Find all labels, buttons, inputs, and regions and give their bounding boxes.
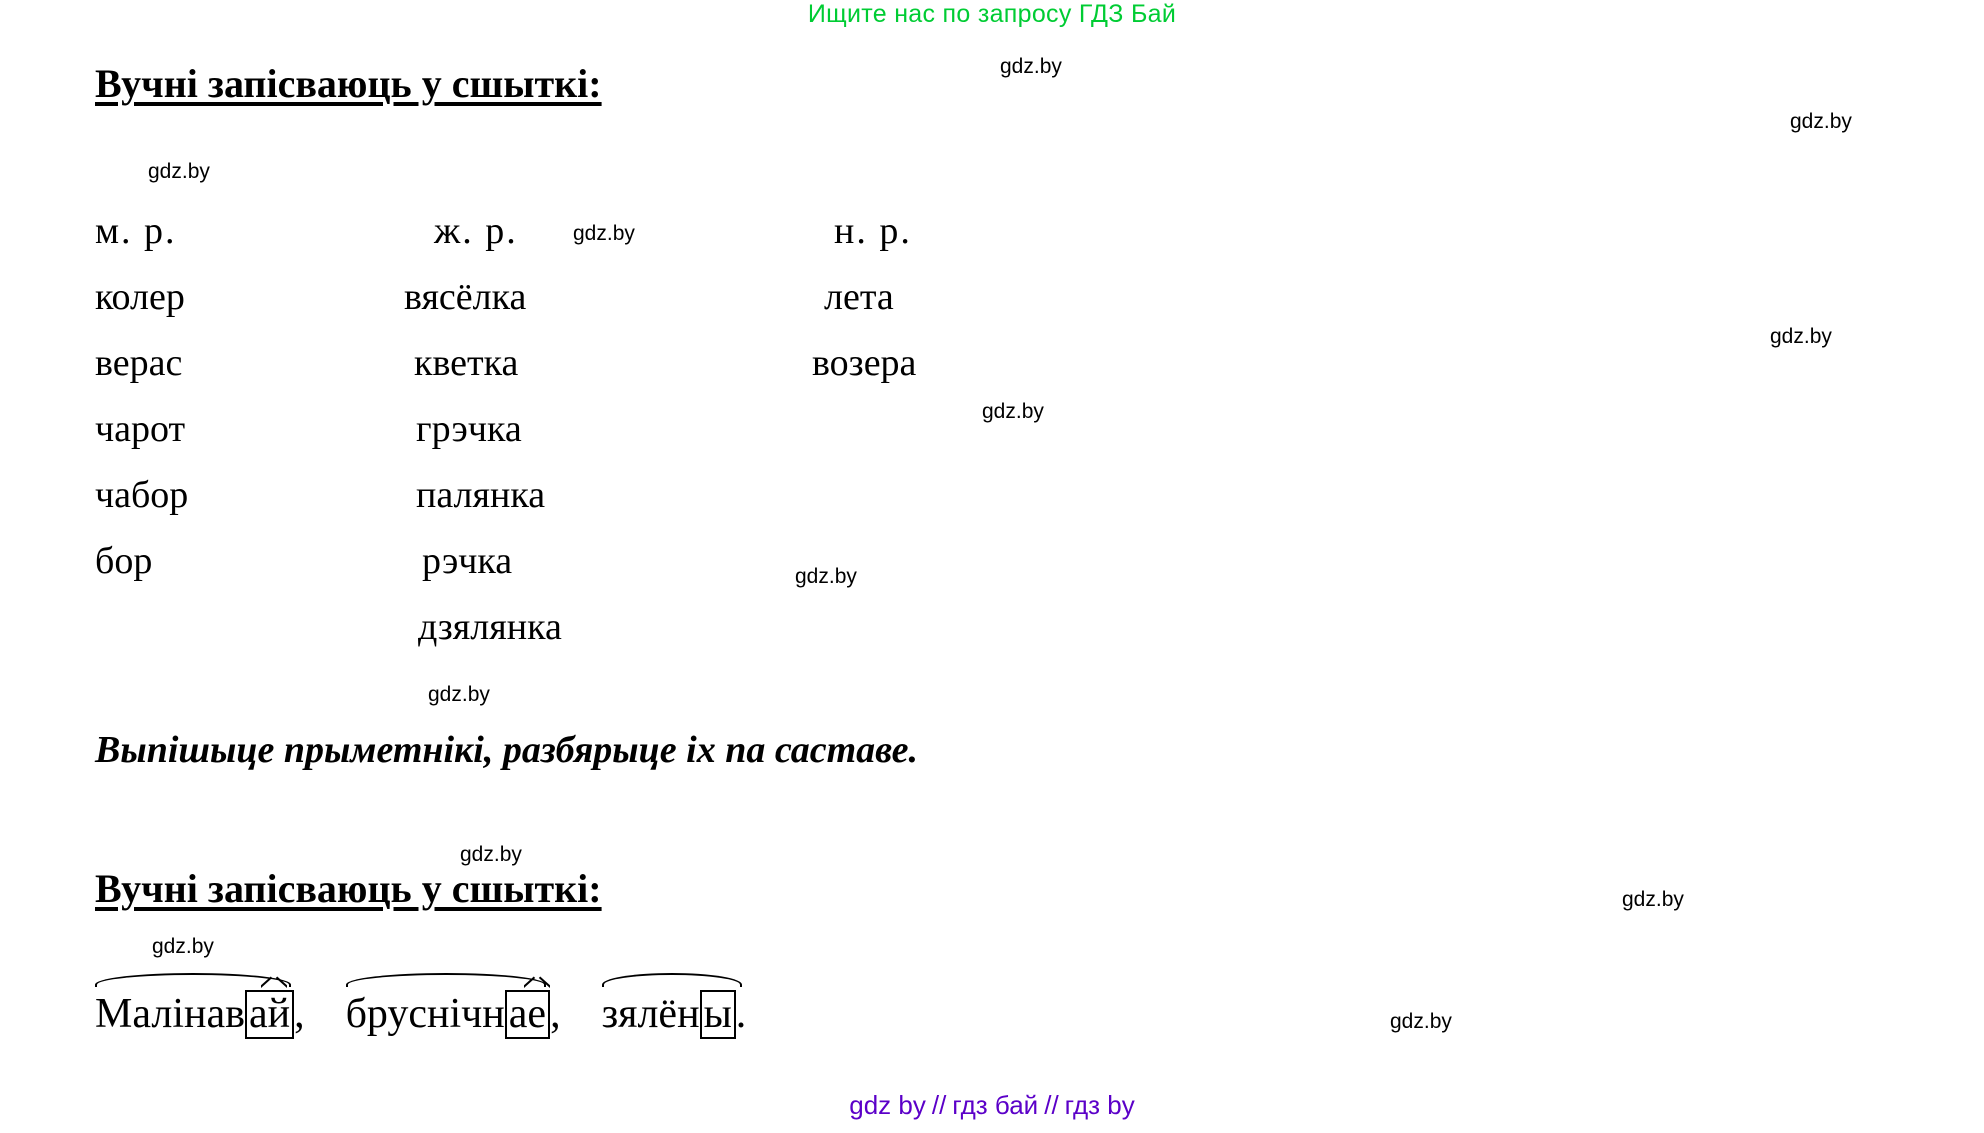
watermark: gdz.by <box>1790 110 1852 133</box>
footer-separator: // <box>931 1090 947 1120</box>
column-header-neuter: н. р. <box>834 210 912 252</box>
word-morph-analysis-3 <box>602 990 736 1039</box>
punctuation: . <box>735 991 747 1037</box>
column-masculine <box>95 198 188 594</box>
watermark: gdz.by <box>460 843 522 866</box>
word-item: дзялянка <box>418 606 562 648</box>
word-item: чабор <box>95 474 189 516</box>
watermark: gdz.by <box>1000 55 1062 78</box>
column-header-feminine: ж. р. <box>434 210 518 252</box>
watermark: gdz.by <box>795 565 857 588</box>
word-root: бруснічн <box>345 991 505 1037</box>
word-ending-box: ае <box>505 990 550 1039</box>
section-one-heading: Вучні запісваюць у сшыткі: <box>95 61 602 106</box>
root-arc-icon <box>346 973 546 987</box>
word-root: зялён <box>601 991 700 1037</box>
word-item: бор <box>95 540 153 582</box>
watermark: gdz.by <box>982 400 1044 423</box>
word-ending-box: ай <box>245 990 294 1039</box>
watermark: gdz.by <box>1622 888 1684 911</box>
watermark: gdz.by <box>1390 1010 1452 1033</box>
footer-link-2[interactable]: гдз бай <box>952 1090 1039 1120</box>
watermark: gdz.by <box>428 683 490 706</box>
word-item: колер <box>95 276 185 318</box>
word-ending-box: ы <box>700 990 736 1039</box>
answer-line <box>95 990 746 1039</box>
suffix-caret-icon <box>261 972 287 988</box>
watermark: gdz.by <box>148 160 210 183</box>
promo-banner: Ищите нас по запросу ГДЗ Бай <box>807 0 1177 28</box>
word-item: палянка <box>416 474 546 516</box>
watermark: gdz.by <box>152 935 214 958</box>
word-item: лета <box>824 276 894 318</box>
suffix-caret-icon <box>524 972 550 988</box>
word-item: верас <box>95 342 183 384</box>
column-header-masculine: м. р. <box>95 210 177 252</box>
column-feminine <box>404 198 562 660</box>
footer-link-1[interactable]: gdz by <box>849 1090 926 1120</box>
word-item: возера <box>812 342 917 384</box>
watermark: gdz.by <box>1770 325 1832 348</box>
word-item: кветка <box>414 342 519 384</box>
footer-link-3[interactable]: гдз by <box>1064 1090 1135 1120</box>
column-neuter <box>812 198 916 396</box>
word-item: грэчка <box>416 408 522 450</box>
section-two-heading: Вучні запісваюць у сшыткі: <box>95 866 602 911</box>
word-item: рэчка <box>422 540 513 582</box>
word-morph-analysis-2 <box>346 990 551 1039</box>
word-item: вясёлка <box>404 276 527 318</box>
word-root: Малінав <box>95 991 245 1037</box>
word-item: чарот <box>95 408 186 450</box>
punctuation: , <box>294 991 305 1037</box>
footer-separator: // <box>1044 1090 1059 1120</box>
punctuation: , <box>550 991 561 1037</box>
word-morph-analysis-1 <box>95 990 294 1039</box>
watermark: gdz.by <box>573 222 635 245</box>
root-arc-icon <box>602 973 742 987</box>
task-instruction: Выпішыце прыметнікі, разбярыце іх па саставе. <box>95 729 919 771</box>
footer-links <box>0 1090 1984 1121</box>
